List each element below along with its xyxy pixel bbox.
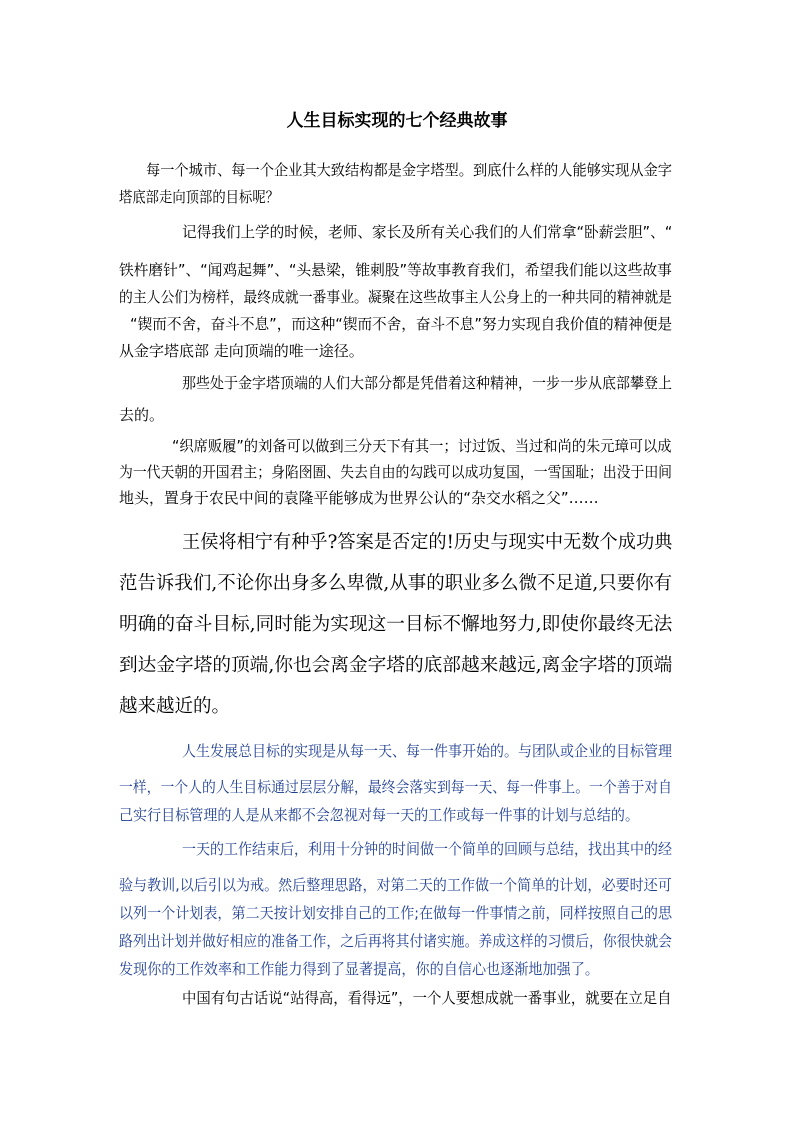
- text-line: 一样，一个人的人生目标通过层层分解，最终会落实到每一天、每一件事上。一个善于对自: [119, 778, 673, 796]
- text-line: “锲而不舍，奋斗不息”，而这种“锲而不舍，奋斗不息”努力实现自我价值的精神便是: [130, 315, 673, 333]
- text-line: 塔底部走向顶部的目标呢？: [119, 188, 280, 206]
- text-line: 发现你的工作效率和工作能力得到了显著提高，你的自信心也逐渐地加强了。: [119, 960, 600, 978]
- text-line: 中国有句古话说“站得高，看得远”，一个人要想成就一番事业，就要在立足自: [182, 989, 672, 1007]
- text-line: 人生发展总目标的实现是从每一天、每一件事开始的。与团队或企业的目标管理: [182, 742, 673, 760]
- text-line: 路列出计划并做好相应的准备工作，之后再将其付诸实施。养成这样的习惯后，你很快就会: [119, 932, 673, 950]
- text-line: 从金字塔底部 走向顶端的唯一途径。: [119, 342, 364, 360]
- text-line: 记得我们上学的时候，老师、家长及所有关心我们的人们常拿“卧薪尝胆”、“: [182, 223, 673, 241]
- text-line: 的主人公们为榜样，最终成就一番事业。凝聚在这些故事主人公身上的一种共同的精神就是: [119, 288, 673, 306]
- text-line: 越来越近的。: [119, 696, 231, 717]
- text-line: 己实行目标管理的人是从来都不会忽视对每一天的工作或每一件事的计划与总结的。: [119, 806, 640, 824]
- text-line: 地头，置身于农民中间的袁隆平能够成为世界公认的“杂交水稻之父”……: [119, 489, 599, 507]
- page-title: 人生目标实现的七个经典故事: [286, 111, 508, 131]
- text-line: 一天的工作结束后，利用十分钟的时间做一个简单的回顾与总结，找出其中的经: [182, 840, 673, 858]
- text-line: 到达金字塔的顶端,你也会离金字塔的底部越来越远,离金字塔的顶端: [119, 655, 673, 676]
- text-line: 为一代天朝的开国君主；身陷囹圄、失去自由的勾践可以成功复国，一雪国耻；出没于田间: [119, 463, 673, 481]
- text-line: 铁杵磨针”、“闻鸡起舞”、“头悬梁，锥刺股”等故事教育我们，希望我们能以这些故事: [119, 261, 672, 279]
- text-line: 明确的奋斗目标,同时能为实现这一目标不懈地努力,即使你最终无法: [119, 614, 673, 635]
- text-line: 验与教训,以后引以为戒。然后整理思路，对第二天的工作做一个简单的计划，必要时还可: [119, 876, 672, 894]
- text-line: 那些处于金字塔顶端的人们大部分都是凭借着这种精神，一步一步从底部攀登上: [182, 374, 673, 392]
- text-line: 每一个城市、每一个企业其大致结构都是金字塔型。到底什么样的人能够实现从金字: [146, 161, 673, 179]
- text-line: “织席贩履”的刘备可以做到三分天下有其一；讨过饭、当过和尚的朱元璋可以成: [172, 437, 672, 455]
- text-line: 去的。: [119, 406, 165, 424]
- text-line: 范告诉我们,不论你出身多么卑微,从事的职业多么微不足道,只要你有: [119, 573, 673, 594]
- text-line: 王侯将相宁有种乎?答案是否定的!历史与现实中无数个成功典: [182, 532, 673, 553]
- text-line: 以列一个计划表，第二天按计划安排自己的工作;在做每一件事情之前，同样按照自己的思: [119, 904, 673, 922]
